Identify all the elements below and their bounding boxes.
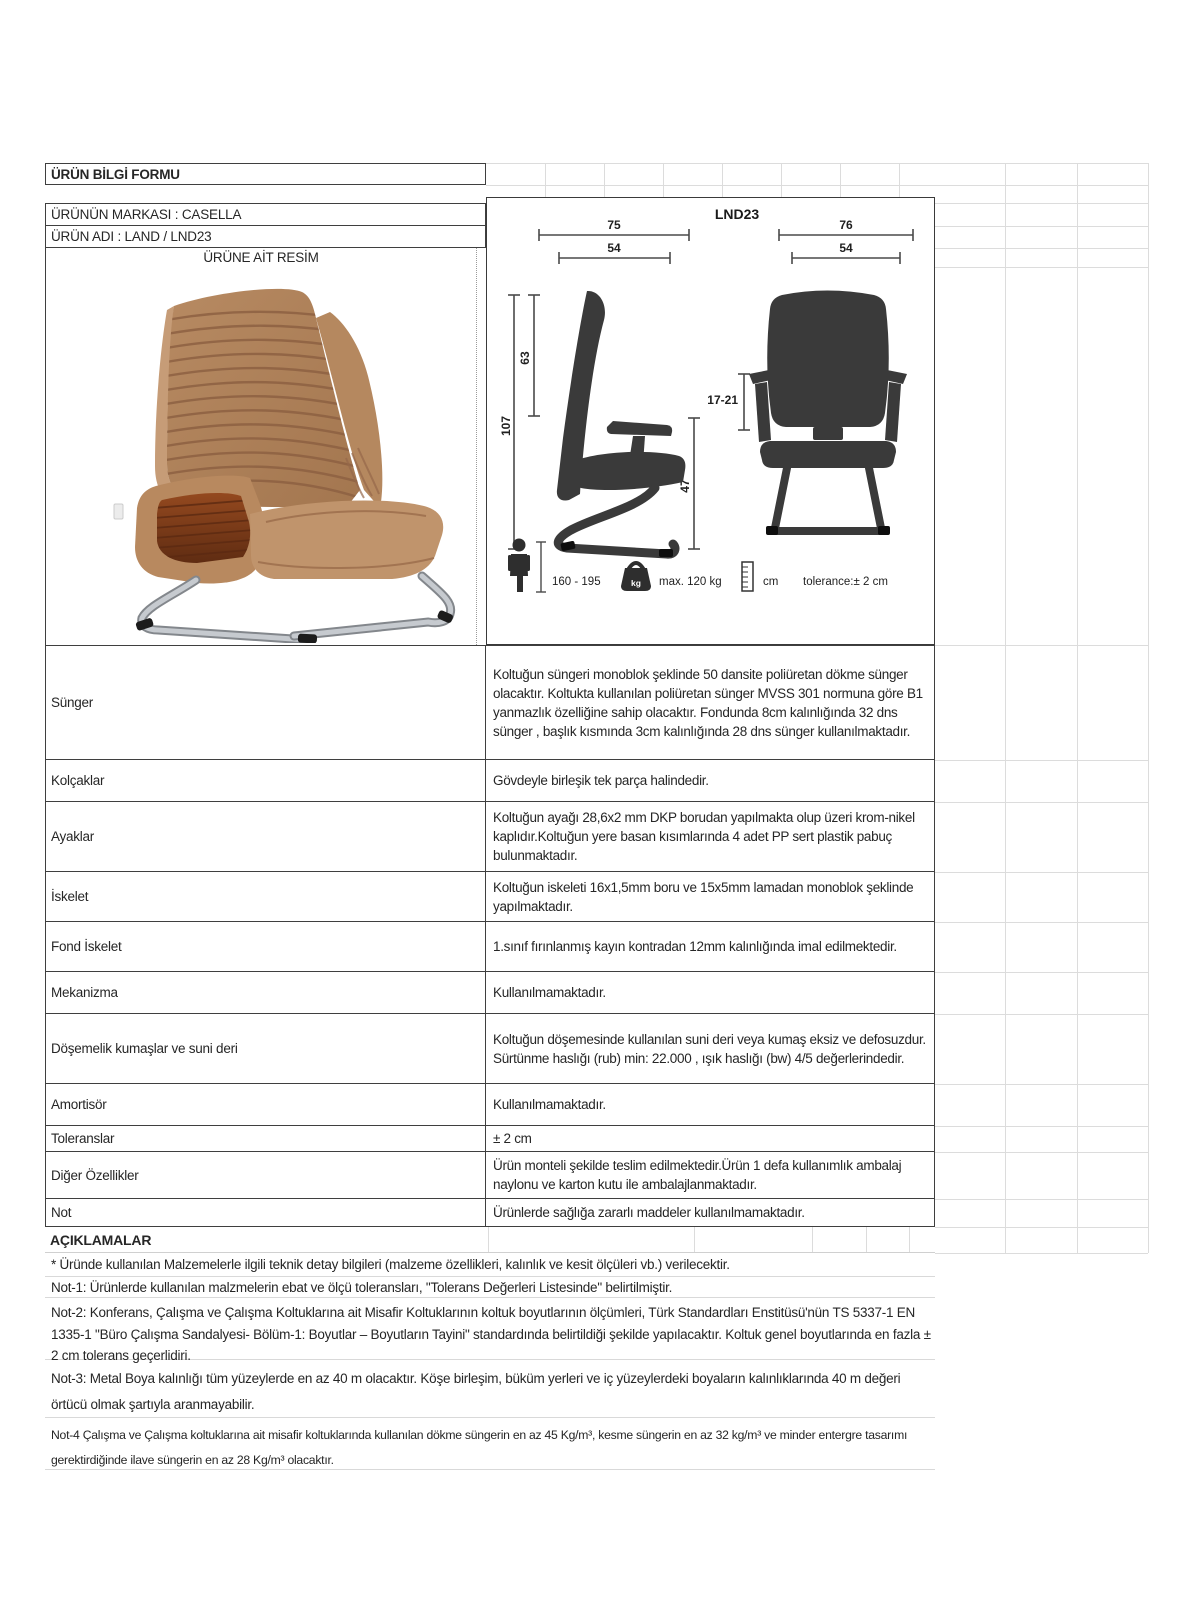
spec-label: Kolçaklar <box>46 760 486 801</box>
gridline <box>935 1014 1148 1015</box>
dim-seat-height: 47 <box>678 479 692 493</box>
spec-value: Koltuğun döşemesinde kullanılan suni deri veya kumaş eksiz ve defosuzdur. Sürtünme haslığı (rub) min: 22.000 , ışık haslığı (bw) 4/5 değerlerindedir. <box>493 1031 926 1066</box>
gridline <box>604 163 605 197</box>
spec-label: Not <box>46 1199 486 1226</box>
back-view-chair <box>749 291 907 469</box>
gridline <box>935 267 1148 268</box>
notes-heading-text: AÇIKLAMALAR <box>50 1231 152 1248</box>
gridline <box>935 226 1148 227</box>
gridline <box>935 645 1148 646</box>
gridline <box>935 1227 1148 1228</box>
table-row <box>45 645 935 760</box>
table-row <box>45 1084 935 1126</box>
weight-icon <box>621 563 651 591</box>
note-text: * Üründe kullanılan Malzemelerle ilgili teknik detay bilgileri (malzeme özellikleri, kalınlık ve kesit ölçüleri vb.) verilecektir. <box>51 1257 730 1272</box>
table-row <box>45 1014 935 1084</box>
gridline <box>935 1253 1148 1254</box>
gridline <box>545 163 546 197</box>
gridline <box>1077 163 1078 1253</box>
technical-drawing <box>487 198 932 642</box>
drawing-model-label: LND23 <box>714 206 760 222</box>
table-row <box>45 802 935 872</box>
spec-label: Diğer Özellikler <box>46 1152 486 1198</box>
spec-value: Ürün monteli şekilde teslim edilmektedir.Ürün 1 defa kullanımlık ambalaj naylonu ve karton kutu ile ambalajlanmaktadır. <box>493 1158 902 1192</box>
tolerance-label: tolerance:± 2 cm <box>803 576 888 588</box>
gridline <box>935 802 1148 803</box>
spec-value: 1.sınıf fırınlanmış kayın kontradan 12mm kalınlığında imal edilmektedir. <box>493 939 897 954</box>
gridline <box>935 1084 1148 1085</box>
spec-value: Kullanılmamaktadır. <box>493 985 606 1000</box>
dim-total-height: 107 <box>499 415 513 437</box>
spec-label: İskelet <box>46 872 486 921</box>
dim-back-height: 63 <box>518 351 532 365</box>
note-item <box>45 1298 935 1363</box>
spec-value: Gövdeyle birleşik tek parça halindedir. <box>493 773 709 788</box>
gridline <box>935 760 1148 761</box>
gridline <box>935 248 1148 249</box>
side-view-chair <box>557 291 686 501</box>
spec-label: Fond İskelet <box>46 922 486 971</box>
gridline <box>935 872 1148 873</box>
dim-back-seat-width: 54 <box>839 241 853 255</box>
table-row <box>45 1152 935 1199</box>
table-row <box>45 1199 935 1227</box>
spec-label: Ayaklar <box>46 802 486 871</box>
gridline <box>899 163 900 197</box>
spec-value: Koltuğun ayağı 28,6x2 mm DKP borudan yapılmakta olup üzeri krom-nikel kaplıdır.Koltuğun yere basan kısımlarında 4 adet PP sert plastik pabuç bulunmaktadır. <box>493 810 915 863</box>
table-row <box>45 972 935 1014</box>
spec-label: Döşemelik kumaşlar ve suni deri <box>46 1014 486 1083</box>
note-item <box>45 1277 935 1298</box>
table-row <box>45 872 935 922</box>
gridline <box>1005 163 1006 1253</box>
spec-label: Toleranslar <box>46 1126 486 1151</box>
note-text: Not-4 Çalışma ve Çalışma koltuklarına ait misafir koltuklarında kullanılan dökme süngerin en az 45 Kg/m³, kesme süngerin en az 32 kg/m³ ve minder entergre tasarımı gerektirdiğinde ilave süngerin en az 28 Kg/m³ olacaktır. <box>51 1428 908 1467</box>
spec-label: Mekanizma <box>46 972 486 1013</box>
product-photo <box>46 268 476 643</box>
gridline <box>935 922 1148 923</box>
note-text: Not-2: Konferans, Çalışma ve Çalışma Koltuklarına ait Misafir Koltuklarının koltuk boyutlarının ölçümleri, Türk Standardları Enstitüsü'nün TS 5337-1 EN 1335-1 "Büro Çalışma Sandalyesi- Bölüm-1: Boyutlar – Boyutların Tayini" standardında belirtildiği şekilde yapılacaktır. Koltuk genel boyutlarında en fazla ± 2 cm tolerans geçerlidiri. <box>51 1305 931 1363</box>
spec-label: Amortisör <box>46 1084 486 1125</box>
gridline <box>840 163 841 197</box>
product-photo-cell <box>45 248 477 645</box>
note-item <box>45 1360 935 1418</box>
form-title <box>45 163 486 185</box>
product-name-text: ÜRÜN ADI : LAND / LND23 <box>51 229 212 244</box>
note-text: Not-1: Ürünlerde kullanılan malzmelerin ebat ve ölçü toleransları, "Tolerans Değerleri Listesinde" belirtilmiştir. <box>51 1279 673 1295</box>
spec-value: ± 2 cm <box>493 1131 532 1146</box>
technical-drawing-box <box>486 197 935 645</box>
gridline <box>935 972 1148 973</box>
spec-value: Ürünlerde sağlığa zararlı maddeler kullanılmamaktadır. <box>493 1205 805 1220</box>
gridline <box>722 163 723 197</box>
form-title-text: ÜRÜN BİLGİ FORMU <box>51 166 180 182</box>
gridline <box>935 203 1148 204</box>
table-row <box>45 1126 935 1152</box>
spec-label: Sünger <box>46 646 486 759</box>
gridline <box>486 163 1148 164</box>
gridline <box>486 185 1148 186</box>
gridline <box>663 163 664 197</box>
dim-side-width: 75 <box>607 218 621 232</box>
notes-heading <box>45 1227 935 1253</box>
brand-row <box>45 203 486 226</box>
weight-icon-label: kg <box>631 578 641 588</box>
table-row <box>45 922 935 972</box>
unit-label: cm <box>763 576 779 588</box>
brand-text: ÜRÜNÜN MARKASI : CASELLA <box>51 207 242 222</box>
gridline <box>1148 163 1149 1253</box>
gridline <box>781 163 782 197</box>
note-item <box>45 1418 935 1470</box>
spec-value: Koltuğun iskeleti 16x1,5mm boru ve 15x5mm lamadan monoblok şeklinde yapılmaktadır. <box>493 879 914 914</box>
max-weight-label: max. 120 kg <box>659 576 722 588</box>
person-height-range: 160 - 195 <box>552 576 601 588</box>
dim-side-seat-width: 54 <box>607 241 621 255</box>
note-item <box>45 1253 935 1277</box>
dim-arm-height: 17-21 <box>707 393 738 407</box>
spec-value: Kullanılmamaktadır. <box>493 1097 606 1112</box>
product-name-row <box>45 226 486 248</box>
gridline <box>935 1126 1148 1127</box>
ruler-icon <box>742 562 753 591</box>
gridline <box>935 1152 1148 1153</box>
table-row <box>45 760 935 802</box>
dim-back-width: 76 <box>839 218 853 232</box>
person-icon <box>508 539 530 593</box>
spec-value: Koltuğun süngeri monoblok şeklinde 50 dansite poliüretan dökme sünger olacaktır. Koltukta kullanılan poliüretan sünger MVSS 301 normuna göre B1 yanmazlık özelliğine sahip olacaktır. Fondunda 8cm kalınlığında 32 dns sünger , başlık kısmında 3cm kalınlığında 28 dns sünger kullanılmaktadır. <box>493 666 923 739</box>
image-caption: ÜRÜNE AİT RESİM <box>203 250 319 265</box>
note-text: Not-3: Metal Boya kalınlığı tüm yüzeylerde en az 40 m olacaktır. Köşe birleşim, büküm yerleri ve iç yüzeylerdeki boyaların kalınlıklarında 40 m değeri örtücü olmak şartıyla aranmayabilir. <box>51 1371 901 1412</box>
gridline <box>935 1199 1148 1200</box>
